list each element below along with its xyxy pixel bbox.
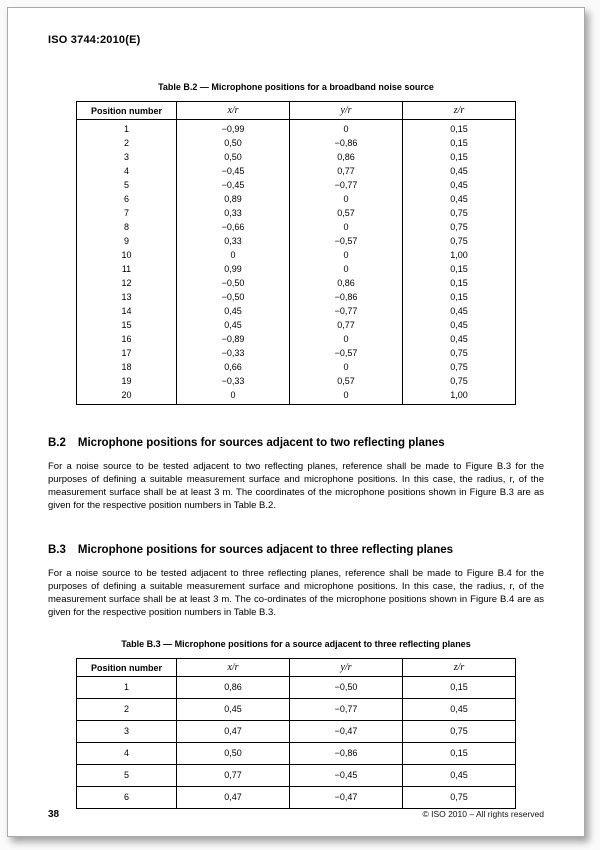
table-cell: 0,45 bbox=[403, 164, 516, 178]
table-cell: 0,86 bbox=[290, 276, 403, 290]
table-cell: 0,15 bbox=[403, 262, 516, 276]
table-cell: 0,47 bbox=[177, 721, 290, 743]
table-cell: −0,47 bbox=[290, 721, 403, 743]
column-header: z/r bbox=[403, 102, 516, 120]
section-b2-title: Microphone positions for sources adjacent to two reflecting planes bbox=[77, 437, 445, 449]
table-cell: 0,47 bbox=[177, 787, 290, 809]
table-cell: −0,33 bbox=[177, 374, 290, 388]
section-b2-heading bbox=[48, 437, 544, 449]
table-row bbox=[77, 765, 516, 787]
table-cell: 0,45 bbox=[177, 699, 290, 721]
table-cell: 1 bbox=[77, 677, 177, 699]
table-cell: −0,86 bbox=[290, 743, 403, 765]
table-cell: 2 bbox=[77, 136, 177, 150]
table-cell: 0 bbox=[290, 192, 403, 206]
table-cell: −0,86 bbox=[290, 136, 403, 150]
table-cell: −0,47 bbox=[290, 787, 403, 809]
table-row bbox=[77, 276, 516, 290]
table-cell: 16 bbox=[77, 332, 177, 346]
table-cell: 0 bbox=[290, 360, 403, 374]
table-cell: −0,77 bbox=[290, 304, 403, 318]
table-row bbox=[77, 304, 516, 318]
table-cell: 0,86 bbox=[177, 677, 290, 699]
table-cell: 1,00 bbox=[403, 248, 516, 262]
table-cell: 0,89 bbox=[177, 192, 290, 206]
table-cell: 5 bbox=[77, 765, 177, 787]
table-row bbox=[77, 234, 516, 248]
table-cell: 10 bbox=[77, 248, 177, 262]
table-row bbox=[77, 787, 516, 809]
table-cell: 0,33 bbox=[177, 206, 290, 220]
table-cell: −0,57 bbox=[290, 346, 403, 360]
table-cell: 2 bbox=[77, 699, 177, 721]
table-cell: 0,50 bbox=[177, 743, 290, 765]
table-cell: 0 bbox=[177, 248, 290, 262]
table-cell: −0,77 bbox=[290, 699, 403, 721]
table-row bbox=[77, 699, 516, 721]
table-cell: 1,00 bbox=[403, 388, 516, 405]
table-header-row bbox=[77, 102, 516, 120]
table-cell: −0,66 bbox=[177, 220, 290, 234]
table-cell: −0,57 bbox=[290, 234, 403, 248]
table-cell: 0,15 bbox=[403, 150, 516, 164]
section-b3-paragraph: For a noise source to be tested adjacent to three reflecting planes, reference shall be made to Figure B.4 for the purposes of defining a suitable measurement surface and microphone positions. In this case, the radius, r, of the measurement surface shall be at least 3 m. The co-ordinates of the microphone positions shown in Figure B.4 are as given for the respective position numbers in Table B.3. bbox=[48, 568, 544, 618]
table-row bbox=[77, 388, 516, 405]
table-cell: 3 bbox=[77, 721, 177, 743]
table-cell: −0,77 bbox=[290, 178, 403, 192]
table-row bbox=[77, 721, 516, 743]
table-cell: −0,89 bbox=[177, 332, 290, 346]
table-b3 bbox=[76, 658, 516, 809]
table-row bbox=[77, 290, 516, 304]
table-cell: 12 bbox=[77, 276, 177, 290]
table-cell: 0,45 bbox=[403, 304, 516, 318]
section-b3-title: Microphone positions for sources adjacent to three reflecting planes bbox=[77, 544, 454, 556]
table-cell: −0,50 bbox=[177, 276, 290, 290]
table-cell: 0,75 bbox=[403, 360, 516, 374]
table-cell: 0,50 bbox=[177, 136, 290, 150]
table-cell: 0,45 bbox=[403, 699, 516, 721]
table-cell: 20 bbox=[77, 388, 177, 405]
table-cell: 0,99 bbox=[177, 262, 290, 276]
table-cell: 0,75 bbox=[403, 346, 516, 360]
table-cell: 0,57 bbox=[290, 206, 403, 220]
column-header: z/r bbox=[403, 659, 516, 677]
table-cell: 0,57 bbox=[290, 374, 403, 388]
table-row bbox=[77, 262, 516, 276]
table-cell: 0,15 bbox=[403, 120, 516, 137]
table-row bbox=[77, 220, 516, 234]
table-row bbox=[77, 150, 516, 164]
table-cell: −0,50 bbox=[290, 677, 403, 699]
table-cell: 0,75 bbox=[403, 234, 516, 248]
document-title: ISO 3744:2010(E) bbox=[48, 34, 141, 46]
table-cell: 0,66 bbox=[177, 360, 290, 374]
table-row bbox=[77, 360, 516, 374]
table-cell: 0,45 bbox=[177, 304, 290, 318]
table-cell: 8 bbox=[77, 220, 177, 234]
table-cell: 0,86 bbox=[290, 150, 403, 164]
section-b3-number: B.3 bbox=[48, 544, 66, 556]
column-header: y/r bbox=[290, 659, 403, 677]
table-cell: 3 bbox=[77, 150, 177, 164]
table-cell: 0,45 bbox=[403, 765, 516, 787]
table-cell: 0,77 bbox=[177, 765, 290, 787]
table-cell: −0,45 bbox=[290, 765, 403, 787]
table-cell: 5 bbox=[77, 178, 177, 192]
table-cell: 0 bbox=[290, 262, 403, 276]
table-cell: 0,45 bbox=[403, 318, 516, 332]
table-cell: 17 bbox=[77, 346, 177, 360]
table-cell: −0,50 bbox=[177, 290, 290, 304]
table-cell: 0,15 bbox=[403, 290, 516, 304]
table-cell: 18 bbox=[77, 360, 177, 374]
table-row bbox=[77, 120, 516, 137]
copyright-notice: © ISO 2010 – All rights reserved bbox=[422, 809, 544, 819]
table-cell: 0,45 bbox=[403, 332, 516, 346]
table-row bbox=[77, 178, 516, 192]
table-cell: 0,75 bbox=[403, 787, 516, 809]
column-header: Position number bbox=[77, 102, 177, 120]
column-header: x/r bbox=[177, 659, 290, 677]
section-b3-heading bbox=[48, 544, 544, 556]
column-header: y/r bbox=[290, 102, 403, 120]
document-page bbox=[7, 7, 585, 837]
table-cell: −0,99 bbox=[177, 120, 290, 137]
section-b2-number: B.2 bbox=[48, 437, 66, 449]
table-row bbox=[77, 192, 516, 206]
table-cell: 0 bbox=[290, 120, 403, 137]
table-b2-caption: Table B.2 — Microphone positions for a broadband noise source bbox=[158, 82, 434, 92]
table-cell: 0,75 bbox=[403, 206, 516, 220]
table-row bbox=[77, 374, 516, 388]
table-cell: 11 bbox=[77, 262, 177, 276]
page-number: 38 bbox=[48, 809, 60, 820]
table-cell: 6 bbox=[77, 787, 177, 809]
table-cell: 0,45 bbox=[403, 178, 516, 192]
table-cell: −0,86 bbox=[290, 290, 403, 304]
table-cell: 15 bbox=[77, 318, 177, 332]
table-cell: −0,45 bbox=[177, 178, 290, 192]
table-cell: 0,75 bbox=[403, 220, 516, 234]
table-b3-caption: Table B.3 — Microphone positions for a source adjacent to three reflecting planes bbox=[121, 639, 471, 649]
table-cell: 0 bbox=[290, 220, 403, 234]
table-cell: 0 bbox=[290, 248, 403, 262]
table-row bbox=[77, 164, 516, 178]
table-cell: 0,75 bbox=[403, 721, 516, 743]
table-cell: 0 bbox=[290, 388, 403, 405]
table-cell: 4 bbox=[77, 743, 177, 765]
table-cell: 0,75 bbox=[403, 374, 516, 388]
section-b2-paragraph: For a noise source to be tested adjacent to two reflecting planes, reference shall be made to Figure B.3 for the purposes of defining a suitable measurement surface and microphone positions. In this case, the radius, r, of the measurement surface shall be at least 3 m. The coordinates of the microphone positions shown in Figure B.3 are as given for the respective position numbers in Table B.2. bbox=[48, 461, 544, 511]
table-cell: 0,33 bbox=[177, 234, 290, 248]
table-row bbox=[77, 318, 516, 332]
table-cell: 19 bbox=[77, 374, 177, 388]
table-cell: 0,15 bbox=[403, 276, 516, 290]
table-cell: −0,33 bbox=[177, 346, 290, 360]
table-cell: 7 bbox=[77, 206, 177, 220]
table-cell: 4 bbox=[77, 164, 177, 178]
table-cell: 9 bbox=[77, 234, 177, 248]
page-footer bbox=[48, 809, 544, 820]
table-cell: 0,15 bbox=[403, 743, 516, 765]
table-cell: 1 bbox=[77, 120, 177, 137]
table-cell: 0,15 bbox=[403, 677, 516, 699]
table-row bbox=[77, 677, 516, 699]
table-cell: 14 bbox=[77, 304, 177, 318]
table-row bbox=[77, 206, 516, 220]
table-cell: 0,50 bbox=[177, 150, 290, 164]
table-cell: 0,77 bbox=[290, 164, 403, 178]
table-row bbox=[77, 743, 516, 765]
table-row bbox=[77, 248, 516, 262]
table-cell: −0,45 bbox=[177, 164, 290, 178]
table-cell: 0 bbox=[290, 332, 403, 346]
column-header: Position number bbox=[77, 659, 177, 677]
column-header: x/r bbox=[177, 102, 290, 120]
table-cell: 13 bbox=[77, 290, 177, 304]
table-cell: 0,77 bbox=[290, 318, 403, 332]
table-cell: 0,15 bbox=[403, 136, 516, 150]
table-b2 bbox=[76, 101, 516, 405]
table-row bbox=[77, 332, 516, 346]
table-header-row bbox=[77, 659, 516, 677]
table-cell: 0,45 bbox=[177, 318, 290, 332]
table-row bbox=[77, 136, 516, 150]
table-row bbox=[77, 346, 516, 360]
table-cell: 0 bbox=[177, 388, 290, 405]
table-cell: 6 bbox=[77, 192, 177, 206]
table-cell: 0,45 bbox=[403, 192, 516, 206]
